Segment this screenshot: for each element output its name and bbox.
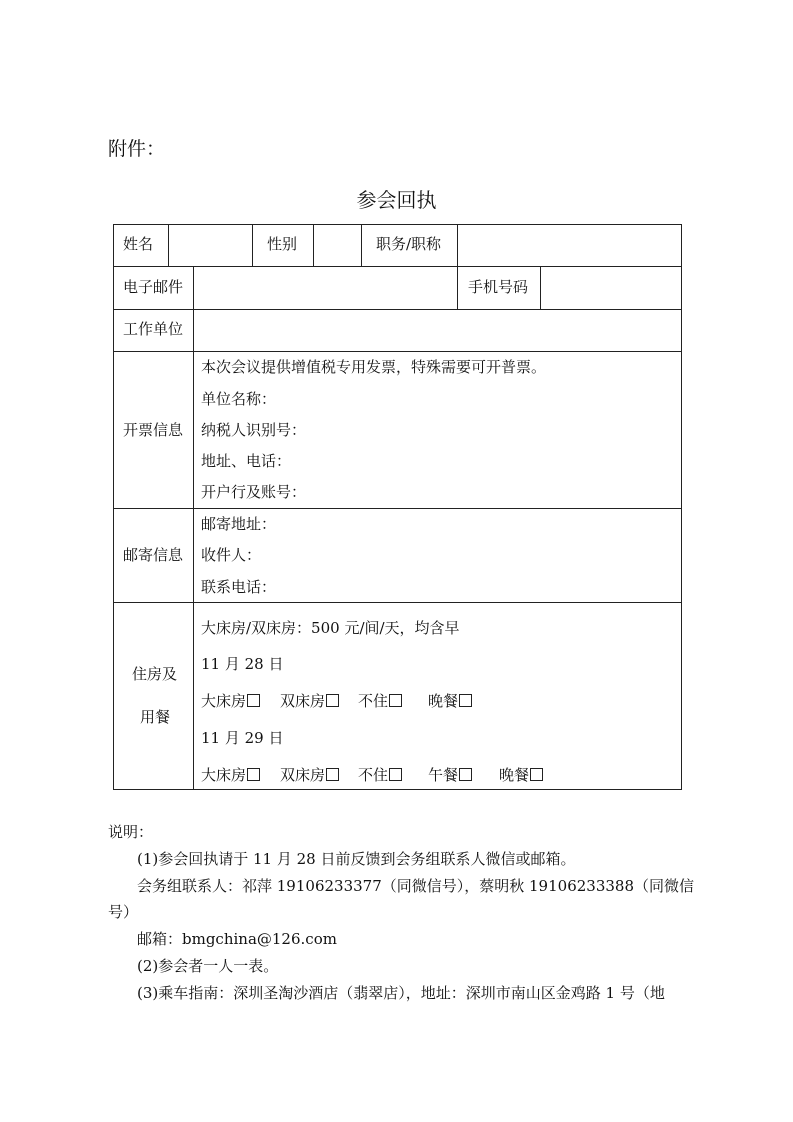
org-field[interactable] [195, 311, 680, 350]
checkbox[interactable] [326, 768, 339, 781]
gender-field[interactable] [315, 226, 360, 265]
checkbox[interactable] [459, 694, 472, 707]
note-contacts: 会务组联系人：祁萍 19106233377（同微信号），蔡明秋 19106233388（同微信 [137, 877, 694, 895]
invoice-company-field[interactable]: 单位名称： [201, 390, 277, 408]
mail-label: 邮寄信息 [123, 546, 184, 564]
position-label: 职务/职称 [376, 235, 442, 253]
invoice-address-field[interactable]: 地址、电话： [201, 452, 292, 470]
name-field[interactable] [170, 226, 251, 265]
note-email: 邮箱：bmgchina@126.com [137, 930, 337, 948]
note-contacts-wrap: 号） [108, 903, 139, 921]
checkbox[interactable] [247, 768, 260, 781]
checkbox[interactable] [459, 768, 472, 781]
option-label: 大床房 [201, 766, 247, 784]
phone-field[interactable] [542, 268, 680, 308]
checkbox[interactable] [326, 694, 339, 707]
day2-nostay-option[interactable] [358, 768, 402, 783]
invoice-bank-field[interactable]: 开户行及账号： [201, 483, 307, 501]
invoice-taxid-field[interactable]: 纳税人识别号： [201, 421, 307, 439]
day2-king-option[interactable] [201, 768, 260, 783]
note-line-2: (2)参会者一人一表。 [137, 957, 279, 975]
checkbox[interactable] [389, 768, 402, 781]
checkbox[interactable] [389, 694, 402, 707]
invoice-label: 开票信息 [123, 421, 184, 439]
mail-recipient-field[interactable]: 收件人： [201, 546, 262, 564]
position-field[interactable] [459, 226, 680, 265]
option-label: 午餐 [428, 766, 459, 784]
note-line-3: (3)乘车指南：深圳圣淘沙酒店（翡翠店），地址：深圳市南山区金鸡路 1 号（地 [137, 984, 665, 1002]
lodging-label-line1: 住房及 [132, 665, 178, 683]
option-label: 双床房 [280, 766, 326, 784]
option-label: 大床房 [201, 692, 247, 710]
option-label: 晚餐 [499, 766, 530, 784]
option-label: 双床房 [280, 692, 326, 710]
room-info: 大床房/双床房：500 元/间/天，均含早 [201, 619, 460, 637]
day2-date: 11 月 29 日 [201, 729, 284, 747]
day2-twin-option[interactable] [280, 768, 339, 783]
gender-label: 性别 [267, 235, 298, 253]
email-label: 电子邮件 [123, 278, 184, 296]
day1-twin-option[interactable] [280, 694, 339, 709]
option-label: 晚餐 [428, 692, 459, 710]
mail-phone-field[interactable]: 联系电话： [201, 578, 277, 596]
name-label: 姓名 [123, 235, 154, 253]
lodging-label-line2: 用餐 [140, 708, 171, 726]
day1-dinner-option[interactable] [428, 694, 472, 709]
phone-label: 手机号码 [468, 278, 529, 296]
day2-dinner-option[interactable] [499, 768, 543, 783]
day1-date: 11 月 28 日 [201, 655, 284, 673]
day1-nostay-option[interactable] [358, 694, 402, 709]
mail-address-field[interactable]: 邮寄地址： [201, 515, 277, 533]
checkbox[interactable] [247, 694, 260, 707]
day1-king-option[interactable] [201, 694, 260, 709]
option-label: 不住 [358, 766, 389, 784]
day2-lunch-option[interactable] [428, 768, 472, 783]
notes-heading: 说明： [108, 823, 154, 841]
checkbox[interactable] [530, 768, 543, 781]
attachment-label: 附件： [108, 138, 166, 160]
note-line-1: (1)参会回执请于 11 月 28 日前反馈到会务组联系人微信或邮箱。 [137, 850, 576, 868]
form-title: 参会回执 [356, 188, 437, 212]
org-label: 工作单位 [123, 320, 184, 338]
option-label: 不住 [358, 692, 389, 710]
invoice-note: 本次会议提供增值税专用发票，特殊需要可开普票。 [201, 358, 547, 376]
email-field[interactable] [195, 268, 456, 308]
